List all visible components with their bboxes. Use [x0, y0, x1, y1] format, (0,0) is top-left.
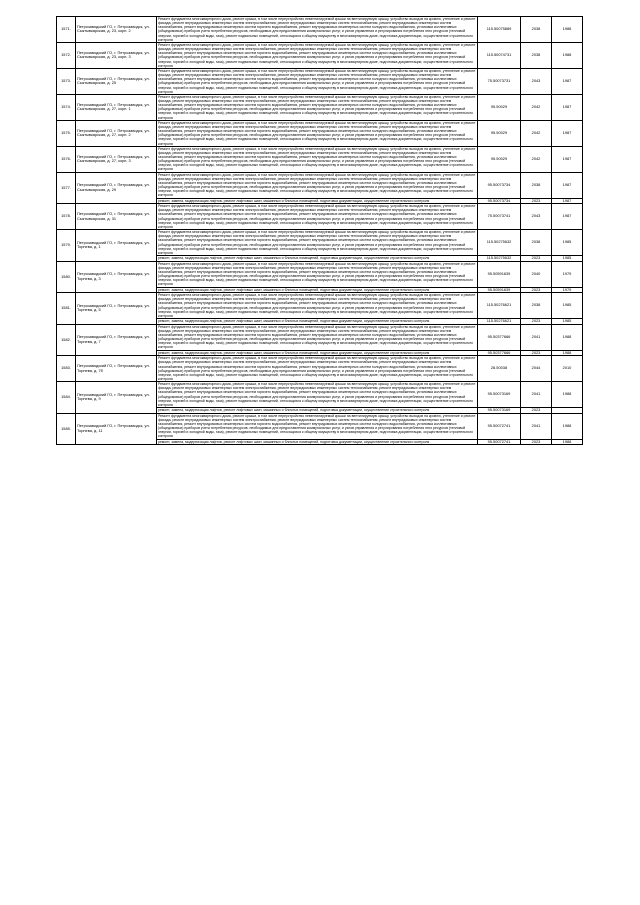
- row-number: 1582.: [57, 324, 76, 356]
- address-cell: Петрозаводский ГО, г. Петрозаводск, ул. Сыктывкарская, д. 29: [76, 172, 157, 204]
- table-row: [57, 42, 583, 68]
- planned-year: 2043: [521, 68, 552, 94]
- table-row: [57, 413, 583, 439]
- table-row: [57, 261, 583, 287]
- works-description: Ремонт фундамента многоквартирного дома, ремонт крыши, в том числе переустройство невентилируемой крыши на вентилируемую крышу, устройство выходов на кровлю, утепление и ремонт фасада, ремонт внутридомовых инженерных систем электроснабжения, ремонт внутридомовых инженерных систем теплоснабжения, ремонт внутридомовых инженерных систем газоснабжения, ремонт внутридомовых инженерных систем горячего водоснабжения, ремонт внутридомовых инженерных систем холодного водоснабжения, установка коллективных (общедомовых) приборов учета потребления ресурсов, необходимых для предоставления коммунальных услуг, и узлов управления и регулирования потребления этих ресурсов (тепловой энергии, горячей и холодной воды, газа), ремонт подвальных помещений, относящихся к общему имуществу в многоквартирном доме, подготовка документации, осуществление строительного контроля: [157, 204, 478, 230]
- build-year: 1988: [552, 42, 583, 68]
- build-year: 1987: [552, 94, 583, 120]
- cost-code: 95.50029: [478, 120, 521, 146]
- build-year: 1988: [552, 439, 583, 445]
- build-year: 1979: [552, 261, 583, 287]
- planned-year: 2042: [521, 94, 552, 120]
- address-cell: Петрозаводский ГО, г. Петрозаводск, ул. Сыктывкарская, д. 27, корп. 3: [76, 146, 157, 172]
- planned-year: 2042: [521, 146, 552, 172]
- cost-code: 95.50377666: [478, 324, 521, 350]
- works-description: Ремонт фундамента многоквартирного дома, ремонт крыши, в том числе переустройство невентилируемой крыши на вентилируемую крышу, устройство выходов на кровлю, утепление и ремонт фасада, ремонт внутридомовых инженерных систем электроснабжения, ремонт внутридомовых инженерных систем теплоснабжения, ремонт внутридомовых инженерных систем газоснабжения, ремонт внутридомовых инженерных систем горячего водоснабжения, ремонт внутридомовых инженерных систем холодного водоснабжения, установка коллективных (общедомовых) приборов учета потребления ресурсов, необходимых для предоставления коммунальных услуг, и узлов управления и регулирования потребления этих ресурсов (тепловой энергии, горячей и холодной воды, газа), ремонт подвальных помещений, относящихся к общему имуществу в многоквартирном доме, подготовка документации, осуществление строительного контроля: [157, 42, 478, 68]
- cost-code: 115.50075889: [478, 17, 521, 43]
- cost-code: 95.50029: [478, 94, 521, 120]
- table-row: [57, 94, 583, 120]
- cost-code: 95.50072741: [478, 439, 521, 445]
- works-description-lift: ремонт, замена, модернизация лифтов, ремонт лифтовых шахт, машинных и блочных помещений, подготовка документации, осуществление строительного контроля: [157, 350, 478, 356]
- address-cell: Петрозаводский ГО, г. Петрозаводск, ул. Сыктывкарская, д. 25: [76, 68, 157, 94]
- table-row: [57, 17, 583, 43]
- works-description: Ремонт фундамента многоквартирного дома, ремонт крыши, в том числе переустройство невентилируемой крыши на вентилируемую крышу, устройство выходов на кровлю, утепление и ремонт фасада, ремонт внутридомовых инженерных систем электроснабжения, ремонт внутридомовых инженерных систем теплоснабжения, ремонт внутридомовых инженерных систем газоснабжения, ремонт внутридомовых инженерных систем горячего водоснабжения, ремонт внутридомовых инженерных систем холодного водоснабжения, установка коллективных (общедомовых) приборов учета потребления ресурсов, необходимых для предоставления коммунальных услуг, и узлов управления и регулирования потребления этих ресурсов (тепловой энергии, горячей и холодной воды, газа), ремонт подвальных помещений, относящихся к общему имуществу в многоквартирном доме, подготовка документации, осуществление строительного контроля: [157, 230, 478, 256]
- cost-code: 95.50073734: [478, 198, 521, 204]
- build-year: 1985: [552, 293, 583, 319]
- works-description: Ремонт фундамента многоквартирного дома, ремонт крыши, в том числе переустройство невентилируемой крыши на вентилируемую крышу, устройство выходов на кровлю, утепление и ремонт фасада, ремонт внутридомовых инженерных систем электроснабжения, ремонт внутридомовых инженерных систем теплоснабжения, ремонт внутридомовых инженерных систем газоснабжения, ремонт внутридомовых инженерных систем горячего водоснабжения, ремонт внутридомовых инженерных систем холодного водоснабжения, установка коллективных (общедомовых) приборов учета потребления ресурсов, необходимых для предоставления коммунальных услуг, и узлов управления и регулирования потребления этих ресурсов (тепловой энергии, горячей и холодной воды, газа), ремонт подвальных помещений, относящихся к общему имуществу в многоквартирном доме, подготовка документации, осуществление строительного контроля: [157, 146, 478, 172]
- planned-year: 2041: [521, 382, 552, 408]
- cost-code: 115.50276621: [478, 319, 521, 325]
- row-number: 1579.: [57, 230, 76, 262]
- planned-year: 2023: [521, 439, 552, 445]
- works-description-lift: ремонт, замена, модернизация лифтов, ремонт лифтовых шахт, машинных и блочных помещений, подготовка документации, осуществление строительного контроля: [157, 198, 478, 204]
- cost-code: 95.50073734: [478, 172, 521, 198]
- address-cell: Петрозаводский ГО, г. Петрозаводск, ул. Сыктывкарская, д. 27, корп. 2: [76, 120, 157, 146]
- planned-year: 2043: [521, 204, 552, 230]
- address-cell: Петрозаводский ГО, г. Петрозаводск, ул. Торнева, д. 3: [76, 261, 157, 293]
- works-description: Ремонт фундамента многоквартирного дома, ремонт крыши, в том числе переустройство невентилируемой крыши на вентилируемую крышу, устройство выходов на кровлю, утепление и ремонт фасада, ремонт внутридомовых инженерных систем электроснабжения, ремонт внутридомовых инженерных систем теплоснабжения, ремонт внутридомовых инженерных систем газоснабжения, ремонт внутридомовых инженерных систем горячего водоснабжения, ремонт внутридомовых инженерных систем холодного водоснабжения, установка коллективных (общедомовых) приборов учета потребления ресурсов, необходимых для предоставления коммунальных услуг, и узлов управления и регулирования потребления этих ресурсов (тепловой энергии, горячей и холодной воды, газа), ремонт подвальных помещений, относящихся к общему имуществу в многоквартирном доме, подготовка документации, осуществление строительного контроля: [157, 413, 478, 439]
- cost-code: 95.50377666: [478, 350, 521, 356]
- address-cell: Петрозаводский ГО, г. Петрозаводск, ул. Торнева, д. 5: [76, 293, 157, 325]
- planned-year: 2044: [521, 356, 552, 382]
- planned-year: 2023: [521, 198, 552, 204]
- build-year: 1985: [552, 256, 583, 262]
- address-cell: Петрозаводский ГО, г. Петрозаводск, ул. Сыктывкарская, д. 23, корп. 2: [76, 17, 157, 43]
- cost-code: 115.50074731: [478, 42, 521, 68]
- planned-year: 2038: [521, 172, 552, 198]
- build-year: 1987: [552, 172, 583, 198]
- row-number: 1575.: [57, 120, 76, 146]
- table-body: [57, 17, 583, 445]
- planned-year: 2023: [521, 319, 552, 325]
- works-description: Ремонт фундамента многоквартирного дома, ремонт крыши, в том числе переустройство невентилируемой крыши на вентилируемую крышу, устройство выходов на кровлю, утепление и ремонт фасада, ремонт внутридомовых инженерных систем электроснабжения, ремонт внутридомовых инженерных систем теплоснабжения, ремонт внутридомовых инженерных систем газоснабжения, ремонт внутридомовых инженерных систем горячего водоснабжения, ремонт внутридомовых инженерных систем холодного водоснабжения, установка коллективных (общедомовых) приборов учета потребления ресурсов, необходимых для предоставления коммунальных услуг, и узлов управления и регулирования потребления этих ресурсов (тепловой энергии, горячей и холодной воды, газа), ремонт подвальных помещений, относящихся к общему имуществу в многоквартирном доме, подготовка документации, осуществление строительного контроля: [157, 293, 478, 319]
- build-year: 2010: [552, 356, 583, 382]
- planned-year: 2040: [521, 261, 552, 287]
- cost-code: 95.50072741: [478, 413, 521, 439]
- works-description: Ремонт фундамента многоквартирного дома, ремонт крыши, в том числе переустройство невентилируемой крыши на вентилируемую крышу, устройство выходов на кровлю, утепление и ремонт фасада, ремонт внутридомовых инженерных систем электроснабжения, ремонт внутридомовых инженерных систем теплоснабжения, ремонт внутридомовых инженерных систем газоснабжения, ремонт внутридомовых инженерных систем горячего водоснабжения, ремонт внутридомовых инженерных систем холодного водоснабжения, установка коллективных (общедомовых) приборов учета потребления ресурсов, необходимых для предоставления коммунальных услуг, и узлов управления и регулирования потребления этих ресурсов (тепловой энергии, горячей и холодной воды, газа), ремонт подвальных помещений, относящихся к общему имуществу в многоквартирном доме, подготовка документации, осуществление строительного контроля: [157, 324, 478, 350]
- build-year: 1988: [552, 350, 583, 356]
- address-cell: Петрозаводский ГО, г. Петрозаводск, ул. Торнева, д. 11: [76, 413, 157, 445]
- table-row: [57, 230, 583, 256]
- works-description-lift: ремонт, замена, модернизация лифтов, ремонт лифтовых шахт, машинных и блочных помещений, подготовка документации, осуществление строительного контроля: [157, 319, 478, 325]
- row-number: 1585.: [57, 413, 76, 445]
- build-year: 1987: [552, 146, 583, 172]
- planned-year: 2038: [521, 17, 552, 43]
- planned-year: 2038: [521, 230, 552, 256]
- planned-year: 2041: [521, 324, 552, 350]
- capital-repair-table: [56, 16, 583, 445]
- row-number: 1572.: [57, 42, 76, 68]
- cost-code: 95.50591639: [478, 287, 521, 293]
- address-cell: Петрозаводский ГО, г. Петрозаводск, ул. Торнева, д. 7б: [76, 356, 157, 382]
- address-cell: Петрозаводский ГО, г. Петрозаводск, ул. Торнева, д. 1: [76, 230, 157, 262]
- planned-year: 2038: [521, 293, 552, 319]
- address-cell: Петрозаводский ГО, г. Петрозаводск, ул. Сыктывкарская, д. 27, корп. 1: [76, 94, 157, 120]
- build-year: 1988: [552, 324, 583, 350]
- cost-code: 115.50275632: [478, 230, 521, 256]
- build-year: 1987: [552, 120, 583, 146]
- build-year: 1988: [552, 382, 583, 408]
- build-year: 1985: [552, 230, 583, 256]
- table-row: [57, 172, 583, 198]
- planned-year: 2023: [521, 256, 552, 262]
- build-year: 1979: [552, 287, 583, 293]
- address-cell: Петрозаводский ГО, г. Петрозаводск, ул. Сыктывкарская, д. 23, корп. 3: [76, 42, 157, 68]
- table-row: [57, 356, 583, 382]
- row-number: 1571.: [57, 17, 76, 43]
- cost-code: 115.50276621: [478, 293, 521, 319]
- build-year: 1988: [552, 413, 583, 439]
- planned-year: 2038: [521, 42, 552, 68]
- works-description: Ремонт фундамента многоквартирного дома, ремонт крыши, в том числе переустройство невентилируемой крыши на вентилируемую крышу, устройство выходов на кровлю, утепление и ремонт фасада, ремонт внутридомовых инженерных систем электроснабжения, ремонт внутридомовых инженерных систем теплоснабжения, ремонт внутридомовых инженерных систем газоснабжения, ремонт внутридомовых инженерных систем горячего водоснабжения, ремонт внутридомовых инженерных систем холодного водоснабжения, установка коллективных (общедомовых) приборов учета потребления ресурсов, необходимых для предоставления коммунальных услуг, и узлов управления и регулирования потребления этих ресурсов (тепловой энергии, горячей и холодной воды, газа), ремонт подвальных помещений, относящихся к общему имуществу в многоквартирном доме, подготовка документации, осуществление строительного контроля: [157, 261, 478, 287]
- build-year: 1987: [552, 198, 583, 204]
- planned-year: 2041: [521, 413, 552, 439]
- cost-code: 95.50029: [478, 146, 521, 172]
- works-description-lift: ремонт, замена, модернизация лифтов, ремонт лифтовых шахт, машинных и блочных помещений, подготовка документации, осуществление строительного контроля: [157, 256, 478, 262]
- cost-code: 75.50073731: [478, 68, 521, 94]
- table-row: [57, 120, 583, 146]
- works-description: Ремонт фундамента многоквартирного дома, ремонт крыши, в том числе переустройство невентилируемой крыши на вентилируемую крышу, устройство выходов на кровлю, утепление и ремонт фасада, ремонт внутридомовых инженерных систем электроснабжения, ремонт внутридомовых инженерных систем теплоснабжения, ремонт внутридомовых инженерных систем газоснабжения, ремонт внутридомовых инженерных систем горячего водоснабжения, ремонт внутридомовых инженерных систем холодного водоснабжения, установка коллективных (общедомовых) приборов учета потребления ресурсов, необходимых для предоставления коммунальных услуг, и узлов управления и регулирования потребления этих ресурсов (тепловой энергии, горячей и холодной воды, газа), ремонт подвальных помещений, относящихся к общему имуществу в многоквартирном доме, подготовка документации, осуществление строительного контроля: [157, 94, 478, 120]
- planned-year: 2023: [521, 287, 552, 293]
- cost-code: 115.50275632: [478, 256, 521, 262]
- works-description: Ремонт фундамента многоквартирного дома, ремонт крыши, в том числе переустройство невентилируемой крыши на вентилируемую крышу, устройство выходов на кровлю, утепление и ремонт фасада, ремонт внутридомовых инженерных систем электроснабжения, ремонт внутридомовых инженерных систем теплоснабжения, ремонт внутридомовых инженерных систем газоснабжения, ремонт внутридомовых инженерных систем горячего водоснабжения, ремонт внутридомовых инженерных систем холодного водоснабжения, установка коллективных (общедомовых) приборов учета потребления ресурсов, необходимых для предоставления коммунальных услуг, и узлов управления и регулирования потребления этих ресурсов (тепловой энергии, горячей и холодной воды, газа), ремонт подвальных помещений, относящихся к общему имуществу в многоквартирном доме, подготовка документации, осуществление строительного контроля: [157, 120, 478, 146]
- build-year: 1985: [552, 319, 583, 325]
- works-description: Ремонт фундамента многоквартирного дома, ремонт крыши, в том числе переустройство невентилируемой крыши на вентилируемую крышу, устройство выходов на кровлю, утепление и ремонт фасада, ремонт внутридомовых инженерных систем электроснабжения, ремонт внутридомовых инженерных систем теплоснабжения, ремонт внутридомовых инженерных систем газоснабжения, ремонт внутридомовых инженерных систем горячего водоснабжения, ремонт внутридомовых инженерных систем холодного водоснабжения, установка коллективных (общедомовых) приборов учета потребления ресурсов, необходимых для предоставления коммунальных услуг, и узлов управления и регулирования потребления этих ресурсов (тепловой энергии, горячей и холодной воды, газа), ремонт подвальных помещений, относящихся к общему имуществу в многоквартирном доме, подготовка документации, осуществление строительного контроля: [157, 17, 478, 43]
- works-description: Ремонт фундамента многоквартирного дома, ремонт крыши, в том числе переустройство невентилируемой крыши на вентилируемую крышу, устройство выходов на кровлю, утепление и ремонт фасада, ремонт внутридомовых инженерных систем электроснабжения, ремонт внутридомовых инженерных систем теплоснабжения, ремонт внутридомовых инженерных систем газоснабжения, ремонт внутридомовых инженерных систем горячего водоснабжения, ремонт внутридомовых инженерных систем холодного водоснабжения, установка коллективных (общедомовых) приборов учета потребления ресурсов, необходимых для предоставления коммунальных услуг, и узлов управления и регулирования потребления этих ресурсов (тепловой энергии, горячей и холодной воды, газа), ремонт подвальных помещений, относящихся к общему имуществу в многоквартирном доме, подготовка документации, осуществление строительного контроля: [157, 356, 478, 382]
- document-page: [56, 16, 572, 888]
- table-row: [57, 204, 583, 230]
- planned-year: 2042: [521, 120, 552, 146]
- row-number: 1573.: [57, 68, 76, 94]
- row-number: 1576.: [57, 146, 76, 172]
- works-description-lift: ремонт, замена, модернизация лифтов, ремонт лифтовых шахт, машинных и блочных помещений, подготовка документации, осуществление строительного контроля: [157, 408, 478, 414]
- works-description: Ремонт фундамента многоквартирного дома, ремонт крыши, в том числе переустройство невентилируемой крыши на вентилируемую крышу, устройство выходов на кровлю, утепление и ремонт фасада, ремонт внутридомовых инженерных систем электроснабжения, ремонт внутридомовых инженерных систем теплоснабжения, ремонт внутридомовых инженерных систем газоснабжения, ремонт внутридомовых инженерных систем горячего водоснабжения, ремонт внутридомовых инженерных систем холодного водоснабжения, установка коллективных (общедомовых) приборов учета потребления ресурсов, необходимых для предоставления коммунальных услуг, и узлов управления и регулирования потребления этих ресурсов (тепловой энергии, горячей и холодной воды, газа), ремонт подвальных помещений, относящихся к общему имуществу в многоквартирном доме, подготовка документации, осуществление строительного контроля: [157, 172, 478, 198]
- table-row: [57, 68, 583, 94]
- cost-code: 28.50038: [478, 356, 521, 382]
- works-description-lift: ремонт, замена, модернизация лифтов, ремонт лифтовых шахт, машинных и блочных помещений, подготовка документации, осуществление строительного контроля: [157, 287, 478, 293]
- row-number: 1577.: [57, 172, 76, 204]
- row-number: 1581.: [57, 293, 76, 325]
- cost-code: 95.50073169: [478, 408, 521, 414]
- address-cell: Петрозаводский ГО, г. Петрозаводск, ул. Торнева, д. 9: [76, 382, 157, 414]
- cost-code: 75.50073741: [478, 204, 521, 230]
- table-row: [57, 324, 583, 350]
- build-year: 1987: [552, 204, 583, 230]
- row-number: 1580.: [57, 261, 76, 293]
- works-description-lift: ремонт, замена, модернизация лифтов, ремонт лифтовых шахт, машинных и блочных помещений, подготовка документации, осуществление строительного контроля: [157, 439, 478, 445]
- table-row: [57, 146, 583, 172]
- cost-code: 95.50591639: [478, 261, 521, 287]
- planned-year: 2023: [521, 350, 552, 356]
- row-number: 1574.: [57, 94, 76, 120]
- address-cell: Петрозаводский ГО, г. Петрозаводск, ул. Сыктывкарская, д. 31: [76, 204, 157, 230]
- works-description: Ремонт фундамента многоквартирного дома, ремонт крыши, в том числе переустройство невентилируемой крыши на вентилируемую крышу, устройство выходов на кровлю, утепление и ремонт фасада, ремонт внутридомовых инженерных систем электроснабжения, ремонт внутридомовых инженерных систем теплоснабжения, ремонт внутридомовых инженерных систем газоснабжения, ремонт внутридомовых инженерных систем горячего водоснабжения, ремонт внутридомовых инженерных систем холодного водоснабжения, установка коллективных (общедомовых) приборов учета потребления ресурсов, необходимых для предоставления коммунальных услуг, и узлов управления и регулирования потребления этих ресурсов (тепловой энергии, горячей и холодной воды, газа), ремонт подвальных помещений, относящихся к общему имуществу в многоквартирном доме, подготовка документации, осуществление строительного контроля: [157, 382, 478, 408]
- cost-code: 95.50073169: [478, 382, 521, 408]
- table-row: [57, 293, 583, 319]
- row-number: 1583.: [57, 356, 76, 382]
- works-description: Ремонт фундамента многоквартирного дома, ремонт крыши, в том числе переустройство невентилируемой крыши на вентилируемую крышу, устройство выходов на кровлю, утепление и ремонт фасада, ремонт внутридомовых инженерных систем электроснабжения, ремонт внутридомовых инженерных систем теплоснабжения, ремонт внутридомовых инженерных систем газоснабжения, ремонт внутридомовых инженерных систем горячего водоснабжения, ремонт внутридомовых инженерных систем холодного водоснабжения, установка коллективных (общедомовых) приборов учета потребления ресурсов, необходимых для предоставления коммунальных услуг, и узлов управления и регулирования потребления этих ресурсов (тепловой энергии, горячей и холодной воды, газа), ремонт подвальных помещений, относящихся к общему имуществу в многоквартирном доме, подготовка документации, осуществление строительного контроля: [157, 68, 478, 94]
- address-cell: Петрозаводский ГО, г. Петрозаводск, ул. Торнева, д. 7: [76, 324, 157, 356]
- row-number: 1584.: [57, 382, 76, 414]
- build-year: 1987: [552, 68, 583, 94]
- row-number: 1578.: [57, 204, 76, 230]
- table-row: [57, 382, 583, 408]
- build-year: 1988: [552, 17, 583, 43]
- planned-year: 2023: [521, 408, 552, 414]
